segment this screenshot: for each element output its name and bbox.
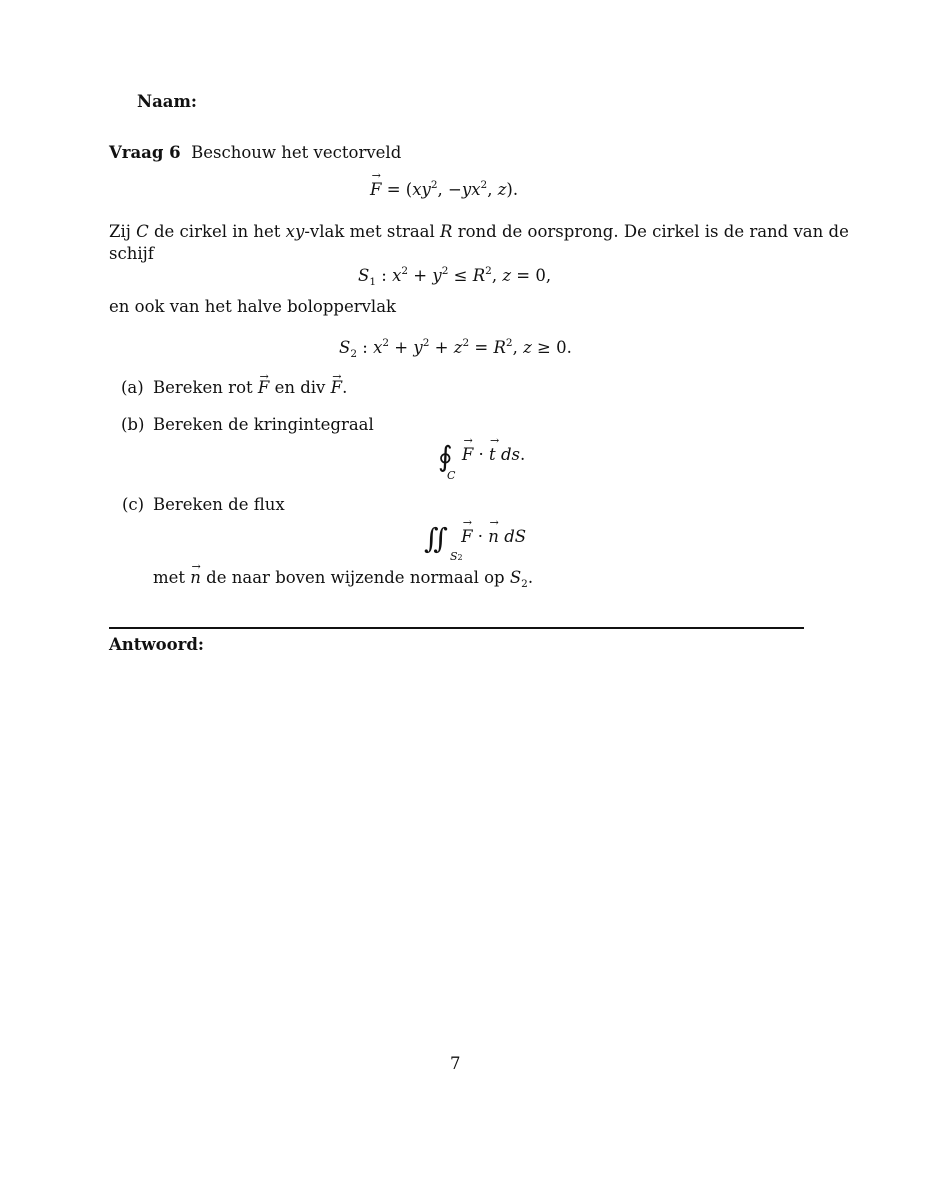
answer-label: Antwoord: (109, 635, 204, 654)
double-integral-sign: ∬ (424, 522, 448, 555)
name-label: Naam: (137, 92, 198, 111)
paragraph-line-1: Zij C de cirkel in het xy-vlak met straal R rond de oorsprong. De cirkel is de rand van de (109, 222, 849, 241)
item-a-label: (a) (121, 378, 144, 397)
question-heading (109, 143, 401, 163)
question-label: Vraag 6 (109, 143, 181, 162)
vector-F: → F (370, 180, 381, 199)
item-b-label: (b) (121, 415, 145, 434)
item-b-text: Bereken de kringintegraal (153, 415, 374, 434)
surface-integral: ∬ S2 → F · → n dS (424, 522, 526, 555)
item-a-text: Bereken rot → F en div → F. (153, 378, 347, 398)
answer-divider (109, 627, 804, 629)
field-equation: → $F = (xy^2$, $-yx^2$, z). (370, 180, 518, 199)
item-c-label: (c) (122, 495, 145, 514)
s2-equation: $S_2$ : $x^2 + y^2 + z^2 = R^2$, z ≥ 0. (339, 337, 572, 360)
question-intro: Beschouw het vectorveld (191, 143, 402, 162)
paragraph-2: en ook van het halve boloppervlak (109, 297, 397, 316)
page-number: 7 (450, 1054, 461, 1073)
item-c-after: met → n de naar boven wijzende normaal op $S_2$. (153, 568, 533, 588)
item-c-text: Bereken de flux (153, 495, 285, 514)
line-integral: ∮ C → F · → t ds. (438, 440, 525, 473)
s1-equation: $S_1$ : $x^2 + y^2 \le R^2$, z = 0, (358, 265, 552, 288)
paragraph-line-2: schijf (109, 244, 154, 263)
contour-integral-sign: ∮ (438, 440, 453, 473)
